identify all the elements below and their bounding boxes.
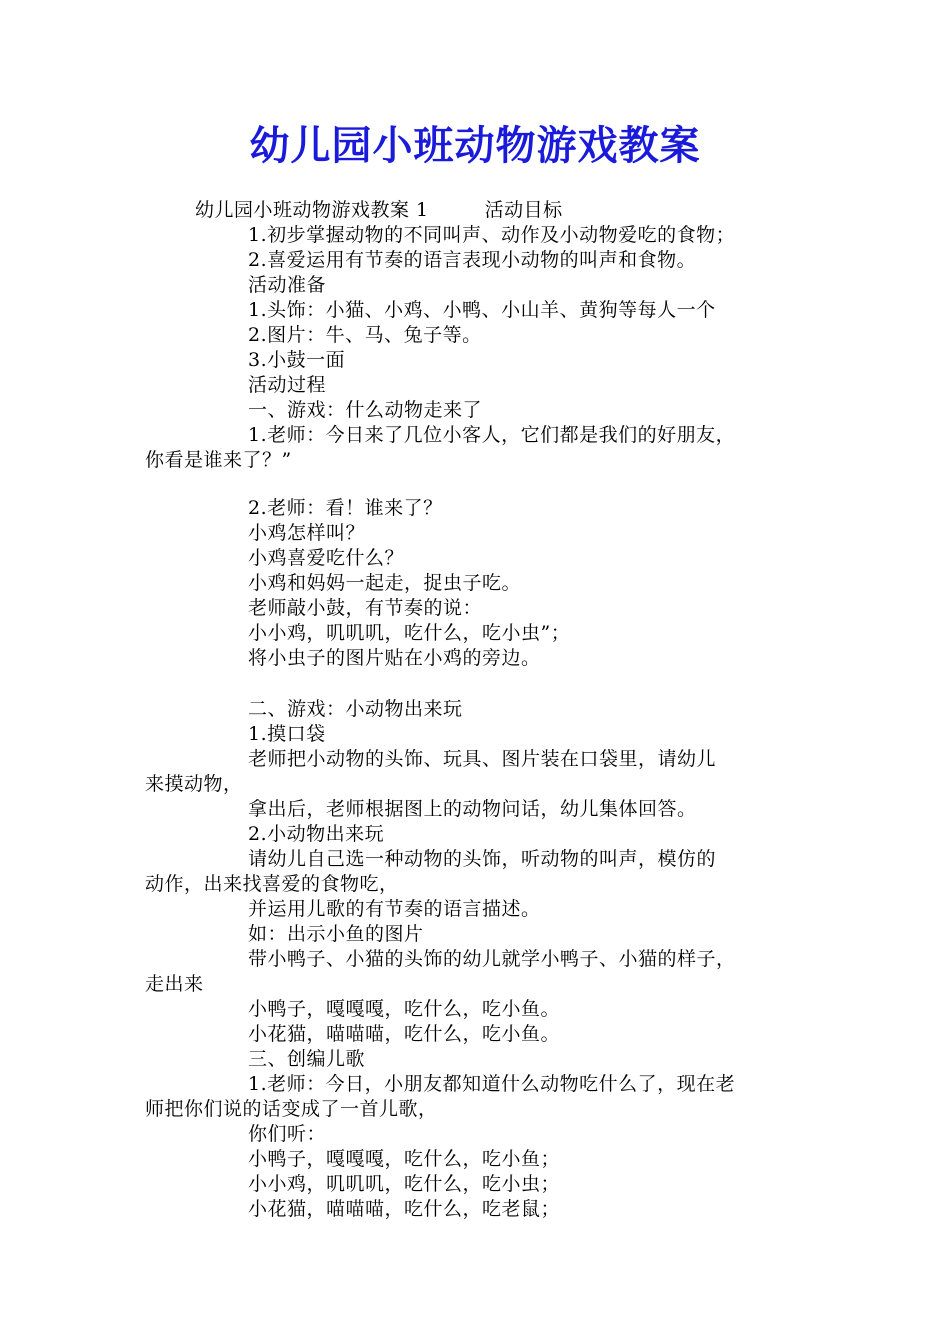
text-line: 小鸡和妈妈一起走，捉虫子吃。: [248, 572, 522, 594]
text-line: 小小鸡，叽叽叽，吃什么，吃小虫”；: [248, 622, 571, 644]
text-line: 小鸭子，嘎嘎嘎，吃什么，吃小鱼。: [248, 998, 561, 1020]
text-line: 1.老师：今日来了几位小客人，它们都是我们的好朋友，: [248, 424, 736, 446]
section-heading: 活动准备: [248, 274, 327, 296]
text-line: 1.摸口袋: [248, 723, 326, 745]
text-line: 并运用儿歌的有节奏的语言描述。: [248, 898, 541, 920]
text-line: 1.头饰：小猫、小鸡、小鸭、小山羊、黄狗等每人一个: [248, 299, 716, 321]
text-line: 将小虫子的图片贴在小鸡的旁边。: [248, 647, 541, 669]
text-line: 走出来: [145, 973, 204, 995]
section-heading: 活动过程: [248, 374, 327, 396]
text-line: 带小鸭子、小猫的头饰的幼儿就学小鸭子、小猫的样子，: [248, 948, 736, 970]
text-line: 小小鸡，叽叽叽，吃什么，吃小虫；: [248, 1173, 561, 1195]
text-line: 来摸动物，: [145, 773, 243, 795]
text-line: 师把你们说的话变成了一首儿歌，: [145, 1098, 438, 1120]
text-line: 如：出示小鱼的图片: [248, 923, 424, 945]
text-line: 1.初步掌握动物的不同叫声、动作及小动物爱吃的食物；: [248, 224, 736, 246]
document-title: 幼儿园小班动物游戏教案: [249, 122, 701, 169]
text-line: 小鸡怎样叫？: [248, 522, 366, 544]
text-line: 2.喜爱运用有节奏的语言表现小动物的叫声和食物。: [248, 249, 697, 271]
section-heading-goal: 活动目标: [484, 199, 563, 221]
text-line: 2.图片：牛、马、兔子等。: [248, 324, 482, 346]
text-line: 1.老师：今日，小朋友都知道什么动物吃什么了，现在老: [248, 1073, 736, 1095]
text-line: 拿出后，老师根据图上的动物问话，幼儿集体回答。: [248, 798, 697, 820]
text-line: 请幼儿自己选一种动物的头饰，听动物的叫声，模仿的: [248, 848, 717, 870]
text-line: 你们听：: [248, 1123, 327, 1145]
text-line: 一、游戏：什么动物走来了: [248, 399, 483, 421]
text-line: 小鸡喜爱吃什么？: [248, 547, 405, 569]
text-line: 小花猫，喵喵喵，吃什么，吃小鱼。: [248, 1023, 561, 1045]
text-line: 2.小动物出来玩: [248, 823, 385, 845]
text-line: 你看是谁来了？”: [145, 449, 292, 471]
text-line: 三、创编儿歌: [248, 1048, 366, 1070]
text-line: 动作，出来找喜爱的食物吃，: [145, 873, 399, 895]
text-line: 小花猫，喵喵喵，吃什么，吃老鼠；: [248, 1198, 561, 1220]
text-line: 老师把小动物的头饰、玩具、图片装在口袋里，请幼儿: [248, 748, 717, 770]
text-line: 3.小鼓一面: [248, 349, 346, 371]
text-line: 2.老师：看！谁来了？: [248, 497, 443, 519]
subtitle-row: [195, 198, 563, 223]
text-line: 小鸭子，嘎嘎嘎，吃什么，吃小鱼；: [248, 1148, 561, 1170]
text-line: 老师敲小鼓，有节奏的说：: [248, 597, 483, 619]
text-line: 二、游戏：小动物出来玩: [248, 698, 463, 720]
document-subtitle: 幼儿园小班动物游戏教案 1: [195, 199, 429, 221]
